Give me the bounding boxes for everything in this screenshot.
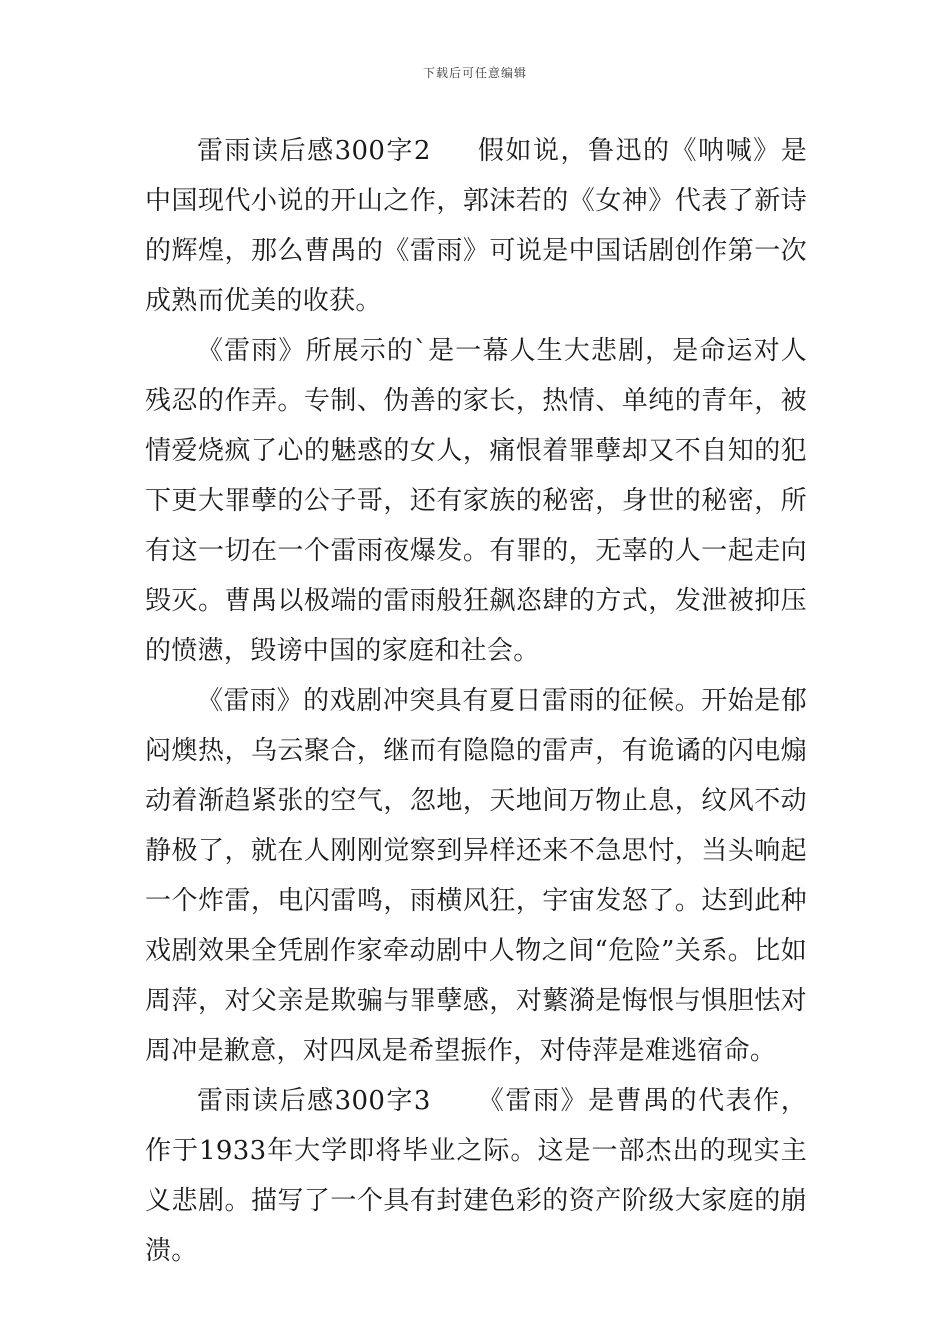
paragraph: 《雷雨》所展示的`是一幕人生大悲剧，是命运对人残忍的作弄。专制、伪善的家长，热情、单纯的青年，被情爱烧疯了心的魅惑的女人，痛恨着罪孽却又不自知的犯下更大罪孽的公子哥，还有家族的秘密，身世的秘密，所有这一切在一个雷雨夜爆发。有罪的，无辜的人一起走向毁灭。曹禺以极端的雷雨般狂飙恣肆的方式，发泄被抑压的愤懑，毁谤中国的家庭和社会。 [145,336,807,666]
paragraph: 雷雨读后感300字2 假如说，鲁迅的《呐喊》是中国现代小说的开山之作，郭沫若的《女神》代表了新诗的辉煌，那么曹禺的《雷雨》可说是中国话剧创作第一次成熟而优美的收获。 [145,136,807,316]
page-header: 下载后可任意编辑 [422,66,527,80]
document-body [145,126,807,1276]
paragraph: 雷雨读后感300字3 《雷雨》是曹禺的代表作，作于1933年大学即将毕业之际。这是一部杰出的现实主义悲剧。描写了一个具有封建色彩的资产阶级大家庭的崩溃。 [145,1086,807,1266]
paragraph: 《雷雨》的戏剧冲突具有夏日雷雨的征候。开始是郁闷燠热，乌云聚合，继而有隐隐的雷声，有诡谲的闪电煽动着渐趋紧张的空气，忽地，天地间万物止息，纹风不动静极了，就在人刚刚觉察到异样还来不急思忖，当头响起一个炸雷，电闪雷鸣，雨横风狂，宇宙发怒了。达到此种戏剧效果全凭剧作家牵动剧中人物之间“危险”关系。比如周萍，对父亲是欺骗与罪孽感，对蘩漪是悔恨与惧胆怯对周冲是歉意，对四凤是希望振作，对侍萍是难逃宿命。 [145,686,807,1066]
